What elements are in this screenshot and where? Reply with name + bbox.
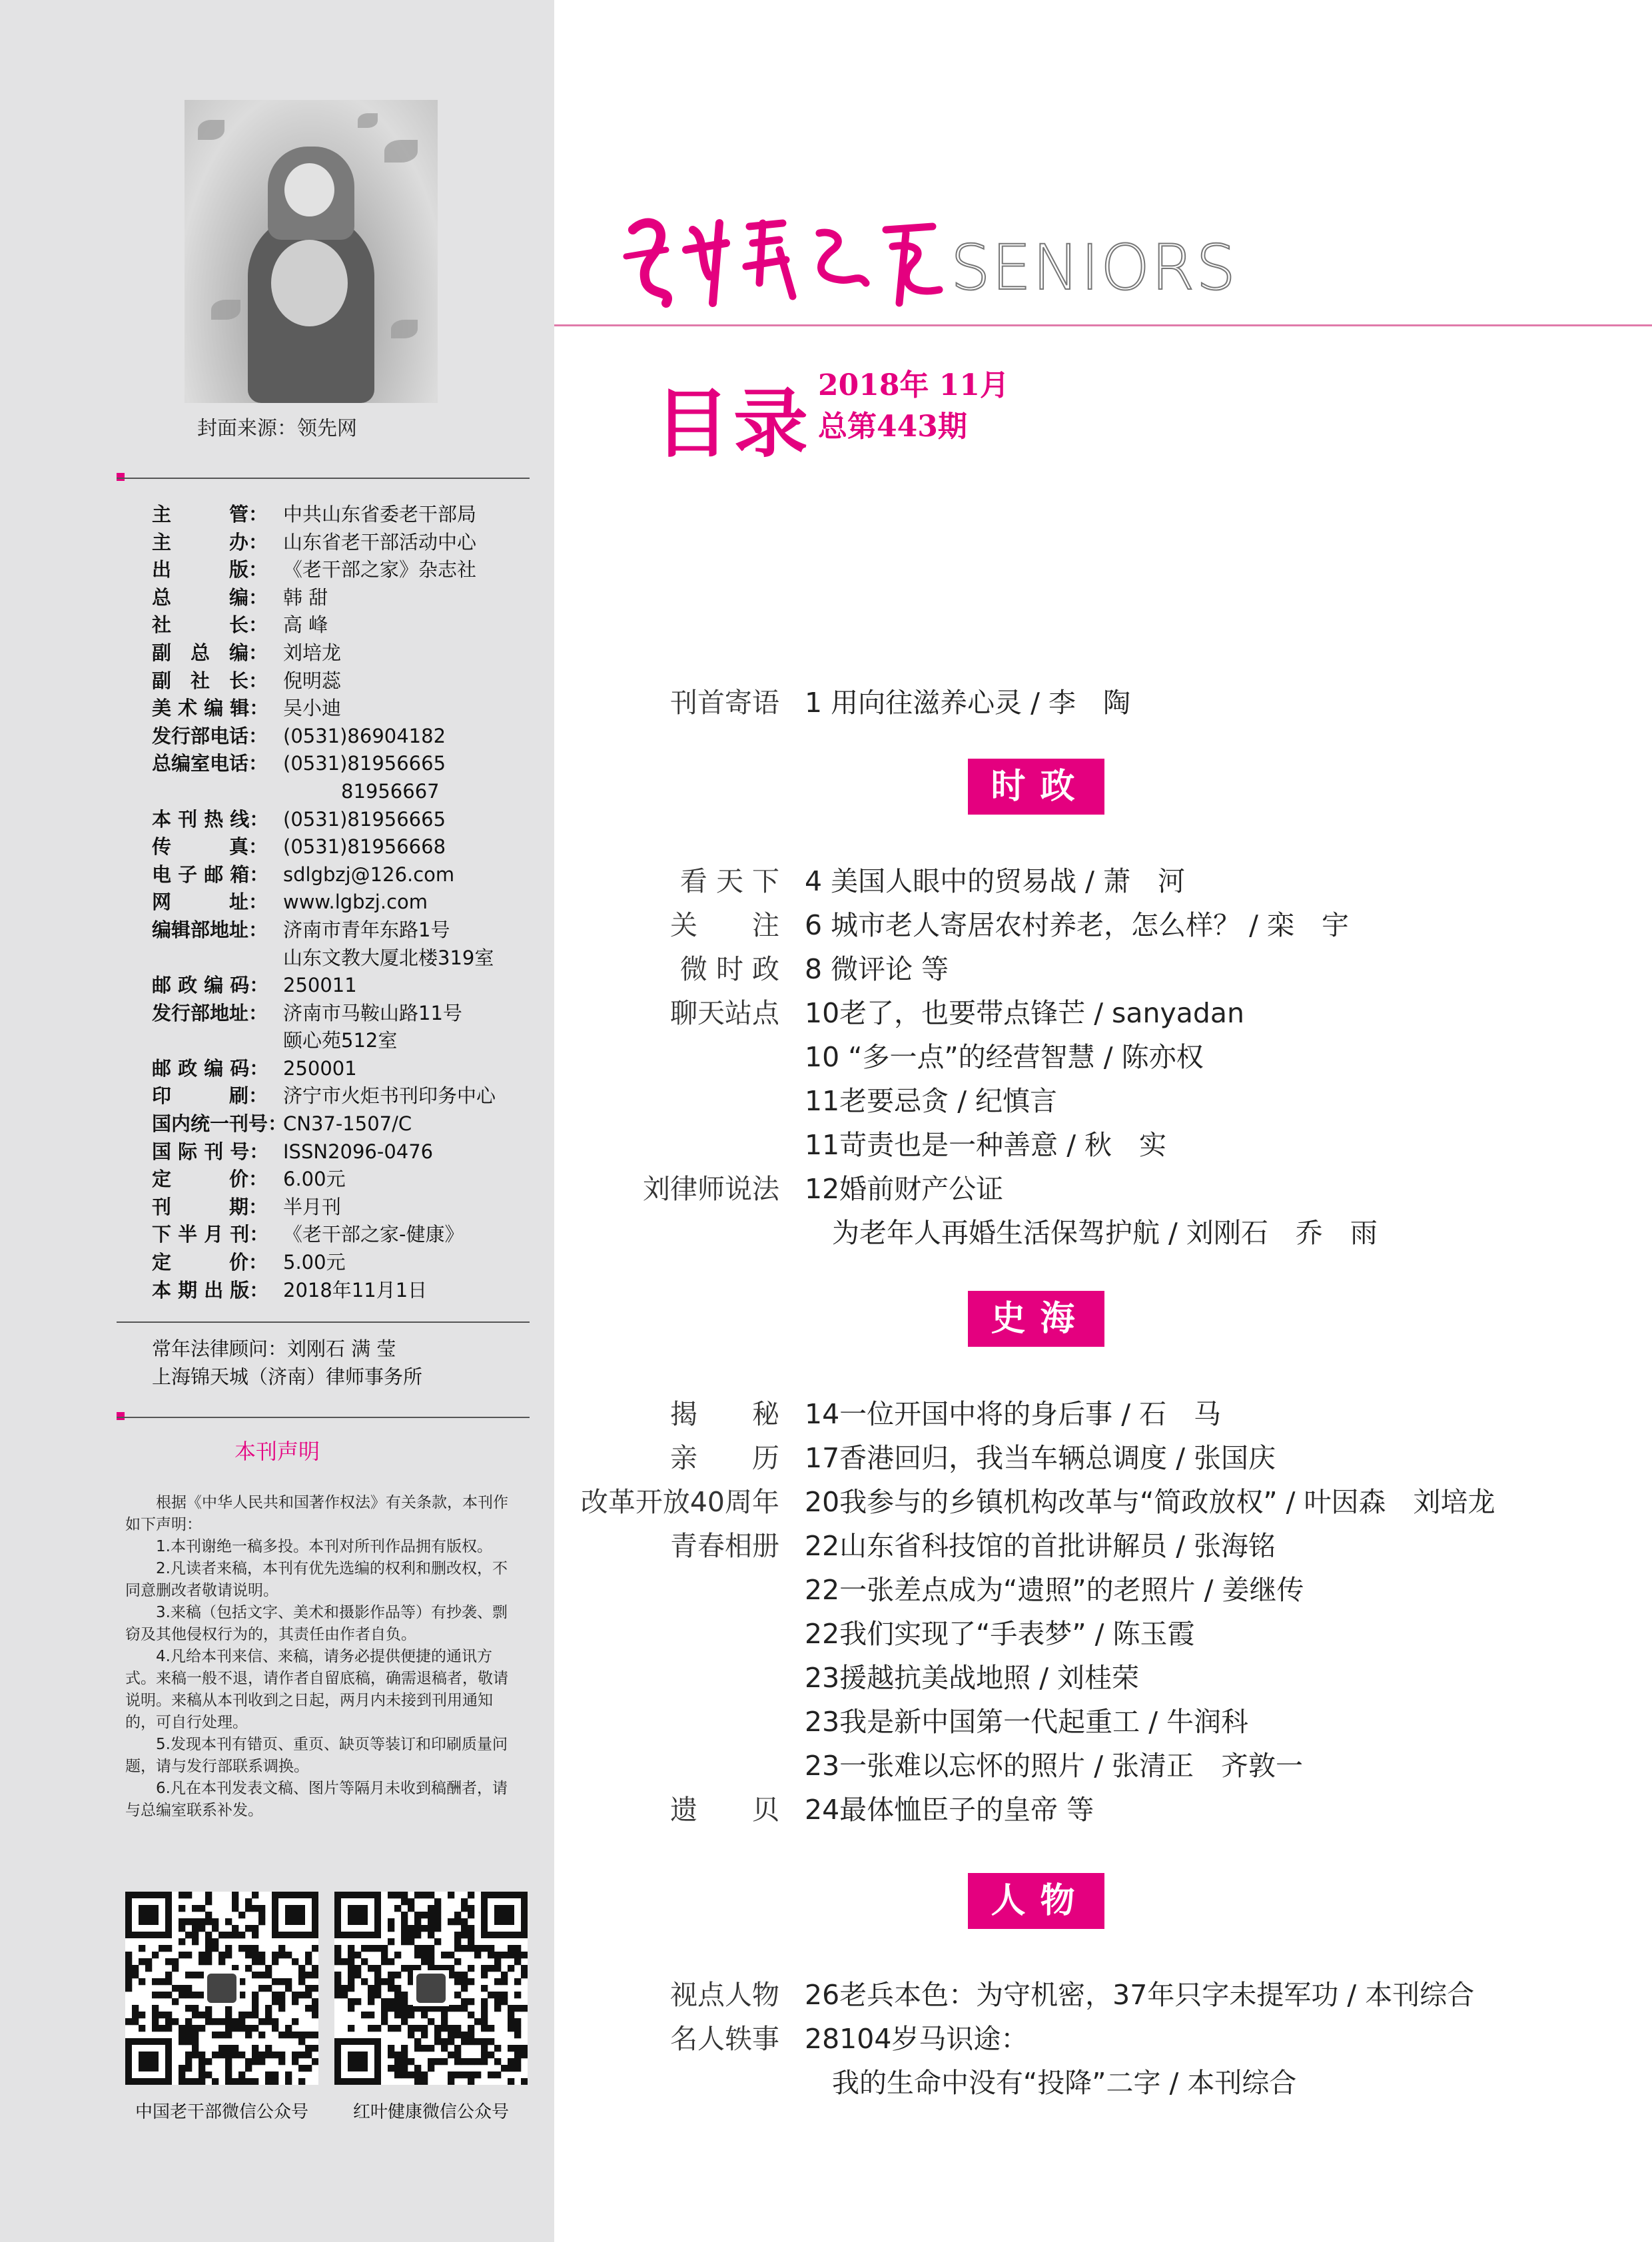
toc-column-label: 关 注 — [670, 909, 779, 941]
toc-column-label: 刘律师说法 — [643, 1173, 779, 1205]
masthead-value: 6.00元 — [283, 1168, 346, 1191]
masthead-row — [152, 1277, 538, 1305]
masthead-value: 半月刊 — [283, 1195, 342, 1218]
masthead-row — [152, 1082, 538, 1110]
masthead-label: 主 办： — [152, 530, 268, 554]
masthead-value: 高 峰 — [283, 613, 328, 637]
masthead-value: 《老干部之家-健康》 — [283, 1223, 464, 1246]
masthead-label: 刊 期： — [152, 1195, 268, 1218]
toc-entry[interactable]: 14一位开国中将的身后事 / 石 马 — [805, 1398, 1222, 1430]
legal-counsel — [152, 1335, 422, 1391]
toc-column-label: 视点人物 — [670, 1979, 779, 2011]
masthead-label: 网 址： — [152, 891, 268, 914]
masthead-row — [152, 1221, 538, 1249]
toc-column-label: 刊首寄语 — [670, 687, 779, 719]
masthead-label: 发行部地址： — [152, 1001, 268, 1024]
toc-entry[interactable]: 23援越抗美战地照 / 刘桂荣 — [805, 1662, 1140, 1694]
masthead-value: 5.00元 — [283, 1251, 346, 1274]
declaration-paragraph: 2.凡读者来稿，本刊有优先选编的权利和删改权，不同意删改者敬请说明。 — [125, 1560, 508, 1599]
toc-entry[interactable]: 23一张难以忘怀的照片 / 张清正 齐敦一 — [805, 1750, 1304, 1782]
section-heading: 人物 — [968, 1873, 1104, 1929]
declaration-paragraph: 5.发现本刊有错页、重页、缺页等装订和印刷质量问题，请与发行部联系调换。 — [125, 1736, 508, 1775]
masthead-row — [152, 501, 538, 529]
masthead-row — [152, 529, 538, 557]
masthead-value: 250011 — [283, 974, 357, 997]
masthead-label: 国内统一刊号： — [152, 1112, 288, 1136]
masthead-label: 邮 政 编 码： — [152, 1056, 269, 1080]
masthead-label — [152, 1027, 283, 1055]
masthead-label: 国 际 刊 号： — [152, 1140, 269, 1163]
masthead-label: 总编室电话： — [152, 752, 268, 775]
rule-marker — [117, 473, 125, 481]
toc-column-label: 亲 历 — [670, 1442, 779, 1474]
masthead-label: 副 社 长： — [152, 669, 268, 692]
masthead-label: 电 子 邮 箱： — [152, 863, 269, 886]
masthead-row — [152, 584, 538, 612]
divider — [117, 478, 530, 479]
declaration-paragraph: 4.凡给本刊来信、来稿，请务必提供便捷的通讯方式。来稿一般不退，请作者自留底稿，确需退稿者，敬请说明。来稿从本刊收到之日起，两月内未接到刊用通知的，可自行处理。 — [125, 1648, 508, 1731]
counsel-line: 上海锦天城（济南）律师事务所 — [152, 1365, 423, 1388]
toc-entry[interactable]: 我的生命中没有“投降”二字 / 本刊综合 — [805, 2067, 1297, 2099]
toc-entry[interactable]: 为老年人再婚生活保驾护航 / 刘刚石 乔 雨 — [805, 1217, 1378, 1249]
header-rule — [554, 324, 1652, 326]
declaration-paragraph: 3.来稿（包括文字、美术和摄影作品等）有抄袭、剽窃及其他侵权行为的，其责任由作者自负。 — [125, 1604, 508, 1643]
masthead-value: 颐心苑512室 — [283, 1029, 398, 1052]
masthead-row — [152, 750, 538, 778]
masthead-label: 印 刷： — [152, 1084, 268, 1108]
masthead-row — [152, 556, 538, 584]
declaration-title: 本刊声明 — [234, 1439, 320, 1464]
masthead-label: 定 价： — [152, 1251, 268, 1274]
masthead-value: 2018年11月1日 — [283, 1278, 428, 1302]
masthead-row — [152, 1027, 538, 1055]
toc-column-label: 看 天 下 — [679, 865, 779, 897]
toc-entry[interactable]: 10 “多一点”的经营智慧 / 陈亦权 — [805, 1041, 1204, 1073]
masthead-value: 韩 甜 — [283, 585, 328, 609]
masthead-value: ISSN2096-0476 — [283, 1140, 434, 1163]
qr-label: 中国老干部微信公众号 — [135, 2102, 308, 2122]
section-heading: 时政 — [968, 759, 1104, 815]
toc-entry[interactable]: 28104岁马识途： — [805, 2023, 1029, 2055]
toc-column-label: 微 时 政 — [679, 953, 779, 985]
masthead-value: 山东文教大厦北楼319室 — [283, 946, 494, 969]
masthead-row — [152, 611, 538, 639]
toc-column-label: 揭 秘 — [670, 1398, 779, 1430]
masthead-label — [152, 778, 283, 806]
divider — [117, 1321, 530, 1323]
masthead-value: 81956667 — [283, 779, 440, 803]
toc-date — [818, 365, 1009, 448]
qr-label: 红叶健康微信公众号 — [352, 2102, 509, 2122]
masthead-row — [152, 806, 538, 834]
issue-date: 2018年 11月 — [818, 368, 1010, 402]
masthead-row — [152, 778, 538, 806]
masthead-value: (0531)81956668 — [283, 835, 446, 859]
toc-entry[interactable]: 6 城市老人寄居农村养老，怎么样？ / 栾 宇 — [805, 909, 1349, 941]
masthead-value: 刘培龙 — [283, 641, 342, 664]
masthead-value: 250001 — [283, 1056, 357, 1080]
masthead-value: www.lgbzj.com — [283, 891, 428, 914]
masthead-label: 本 刊 热 线： — [152, 807, 269, 831]
masthead-value: 济南市青年东路1号 — [283, 918, 450, 941]
masthead-label: 美 术 编 辑： — [152, 697, 269, 720]
masthead-row — [152, 1110, 538, 1138]
toc-entry[interactable]: 10老了，也要带点锋芒 / sanyadan — [805, 997, 1245, 1029]
masthead-value: sdlgbzj@126.com — [283, 863, 455, 886]
declaration-paragraph: 1.本刊谢绝一稿多投。本刊对所刊作品拥有版权。 — [125, 1538, 492, 1555]
toc-entry[interactable]: 11老要忌贪 / 纪慎言 — [805, 1085, 1058, 1117]
masthead-label: 编辑部地址： — [152, 918, 268, 941]
declaration-paragraph: 根据《中华人民共和国著作权法》有关条款，本刊作如下声明： — [125, 1494, 508, 1533]
masthead-row — [152, 1055, 538, 1083]
masthead-label: 社 长： — [152, 613, 268, 637]
toc-entry[interactable]: 8 微评论 等 — [805, 953, 949, 985]
masthead-row — [152, 639, 538, 667]
masthead-value: (0531)81956665 — [283, 752, 446, 775]
toc-entry[interactable]: 22我们实现了“手表梦” / 陈玉霞 — [805, 1618, 1195, 1650]
masthead-label: 下 半 月 刊： — [152, 1223, 269, 1246]
logo-seniors: SENIORS — [951, 232, 1238, 304]
toc-entry[interactable]: 17香港回归，我当车辆总调度 / 张国庆 — [805, 1442, 1276, 1474]
masthead-value: 吴小迪 — [283, 697, 342, 720]
masthead-row — [152, 1249, 538, 1277]
masthead-value: 济宁市火炬书刊印务中心 — [283, 1084, 496, 1108]
toc-column-label: 改革开放40周年 — [580, 1486, 779, 1518]
declaration-paragraph: 6.凡在本刊发表文稿、图片等隔月未收到稿酬者，请与总编室联系补发。 — [125, 1780, 508, 1819]
masthead-value: (0531)81956665 — [283, 807, 446, 831]
masthead-label: 出 版： — [152, 558, 268, 581]
toc-entry[interactable]: 24最体恤臣子的皇帝 等 — [805, 1794, 1094, 1826]
masthead-row — [152, 723, 538, 751]
toc-column-label: 名人轶事 — [670, 2023, 779, 2055]
toc-column-label: 青春相册 — [670, 1530, 779, 1562]
toc-entry[interactable]: 4 美国人眼中的贸易战 / 萧 河 — [805, 865, 1185, 897]
masthead-value: CN37-1507/C — [283, 1112, 412, 1136]
toc-entry[interactable]: 1 用向往滋养心灵 / 李 陶 — [805, 687, 1130, 719]
cover-caption: 封面来源：领先网 — [197, 417, 357, 440]
masthead-label: 定 价： — [152, 1168, 268, 1191]
masthead-value: (0531)86904182 — [283, 724, 446, 747]
masthead-value: 济南市马鞍山路11号 — [283, 1001, 462, 1024]
masthead-value: 倪明蕊 — [283, 669, 342, 692]
cover-photo — [185, 100, 438, 403]
masthead-label: 传 真： — [152, 835, 268, 859]
masthead-value: 山东省老干部活动中心 — [283, 530, 477, 554]
toc-entry[interactable]: 26老兵本色：为守机密，37年只字未提军功 / 本刊综合 — [805, 1979, 1475, 2011]
issue-number: 总第443期 — [818, 410, 967, 444]
toc-entry[interactable]: 23我是新中国第一代起重工 / 牛润科 — [805, 1706, 1249, 1738]
masthead-row — [152, 1138, 538, 1166]
counsel-line: 常年法律顾问：刘刚石 满 莹 — [152, 1337, 396, 1360]
masthead-label: 邮 政 编 码： — [152, 974, 269, 997]
magazine-logo — [620, 203, 953, 319]
toc-entry[interactable]: 22一张差点成为“遗照”的老照片 / 姜继传 — [805, 1574, 1304, 1606]
toc-entry[interactable]: 20我参与的乡镇机构改革与“简政放权” / 叶因森 刘培龙 — [805, 1486, 1495, 1518]
toc-title: 目录 — [655, 381, 812, 468]
masthead-label: 主 管： — [152, 503, 268, 526]
toc-entry[interactable]: 11苛责也是一种善意 / 秋 实 — [805, 1129, 1167, 1161]
toc-column-label: 聊天站点 — [670, 997, 779, 1029]
masthead-label: 总 编： — [152, 585, 268, 609]
toc-entry[interactable]: 22山东省科技馆的首批讲解员 / 张海铭 — [805, 1530, 1276, 1562]
toc-column-label: 遗 贝 — [670, 1794, 779, 1826]
masthead-row — [152, 833, 538, 861]
toc-entry[interactable]: 12婚前财产公证 — [805, 1173, 1004, 1205]
masthead-label: 本 期 出 版： — [152, 1278, 269, 1302]
masthead-value: 中共山东省委老干部局 — [283, 503, 477, 526]
masthead-label: 发行部电话： — [152, 724, 268, 747]
section-heading: 史海 — [968, 1291, 1104, 1347]
masthead-label: 副 总 编： — [152, 641, 268, 664]
masthead-value: 《老干部之家》杂志社 — [283, 558, 477, 581]
